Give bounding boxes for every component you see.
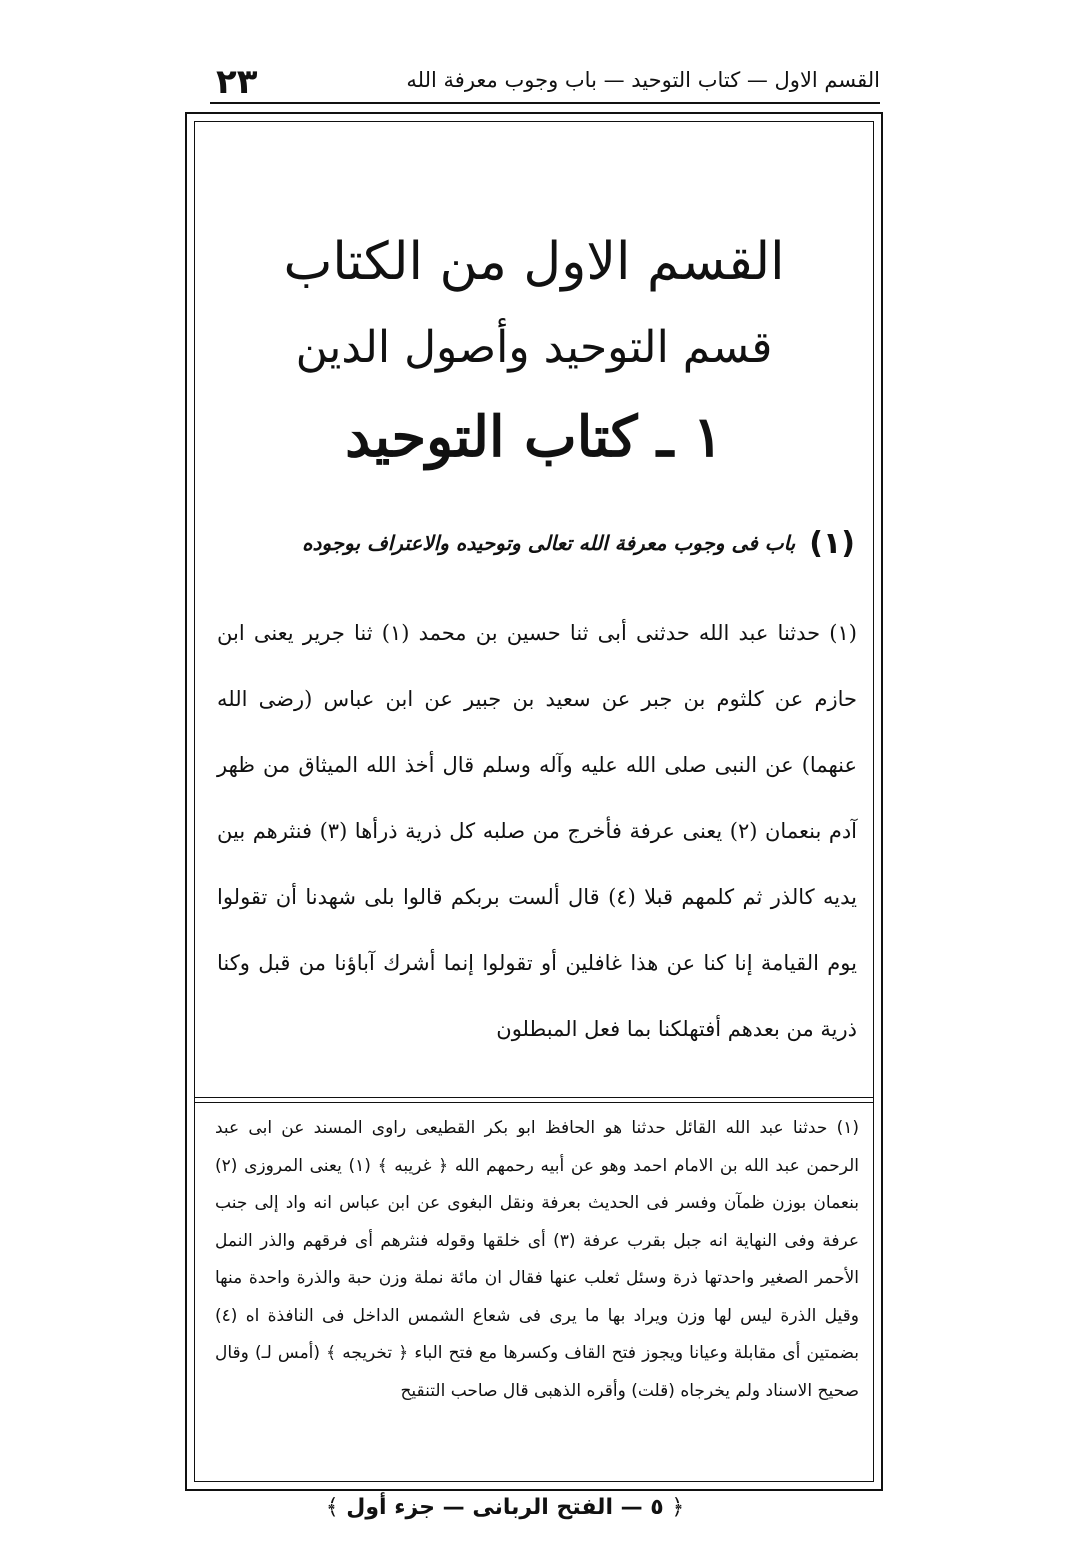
page-frame-inner <box>194 121 874 1482</box>
running-title: القسم الاول — كتاب التوحيد — باب وجوب معرفة الله <box>406 68 880 92</box>
chapter-title: باب فى وجوب معرفة الله تعالى وتوحيده والاعتراف بوجوده <box>302 531 796 555</box>
chapter-number: (١) <box>809 525 855 561</box>
running-header <box>210 62 880 104</box>
chapter-heading <box>265 520 855 566</box>
hadith-text: (١) حدثنا عبد الله حدثنى أبى ثنا حسين بن محمد (١) ثنا جرير يعنى ابن حازم عن كلثوم بن جبر عن سعيد بن جبير عن ابن عباس (رضى الله عنهما) عن النبى صلى الله عليه وآله وسلم قال أخذ الله الميثاق من ظهر آدم بنعمان (٢) يعنى عرفة فأخرج من صلبه كل ذرية ذرأها (٣) فنثرهم بين يديه كالذر ثم كلمهم قبلا (٤) قال ألست بربكم قالوا بلى شهدنا أن تقولوا يوم القيامة إنا كنا عن هذا غافلين أو تقولوا إنما أشرك آباؤنا من قبل وكنا ذرية من بعدهم أفتهلكنا بما فعل المبطلون <box>217 621 858 1041</box>
page-frame <box>185 112 883 1491</box>
page-footer <box>255 1495 755 1531</box>
part-subtitle: قسم التوحيد وأصول الدين <box>295 322 773 373</box>
footnote-separator <box>195 1097 873 1103</box>
book-title: ١ ـ كتاب التوحيد <box>345 404 723 470</box>
commentary-text: (١) حدثنا عبد الله القائل حدثنا هو الحافظ ابو بكر القطيعى راوى المسند عن ابى عبد الرحمن عبد الله بن الامام احمد وهو عن أبيه رحمهم الله ﴿ غريبه ﴾ (١) يعنى المروزى (٢) بنعمان بوزن ظمآن وفسر فى الحديث بعرفة ونقل البغوى عن ابن عباس انه واد إلى جنب عرفة وفى النهاية انه جبل بقرب عرفة (٣) أى خلقها وقوله فنثرهم أى فرقهم والذر النمل الأحمر الصغير واحدتها ذرة وسئل ثعلب عنها فقال ان مائة نملة وزن حبة والذرة واحدة منها وقيل الذرة ليس لها وزن ويراد بها ما يرى فى شعاع الشمس الداخل فى النافذة اه (٤) بضمتين أى مقابلة وعيانا ويجوز فتح القاف وكسرها مع فتح الباء ﴿ تخريجه ﴾ (أمس لـ) وقال صحيح الاسناد ولم يخرجاه (قلت) وأقره الذهبى قال صاحب التنقيح <box>215 1118 859 1401</box>
left-ornament-icon: ﴿ <box>671 1495 685 1520</box>
part-title: القسم الاول من الكتاب <box>283 232 785 292</box>
footer-signature: ٥ — الفتح الربانى — جزء أول <box>346 1495 664 1520</box>
page-number: ٢٣ <box>216 62 258 102</box>
right-ornament-icon: ﴾ <box>325 1495 339 1520</box>
